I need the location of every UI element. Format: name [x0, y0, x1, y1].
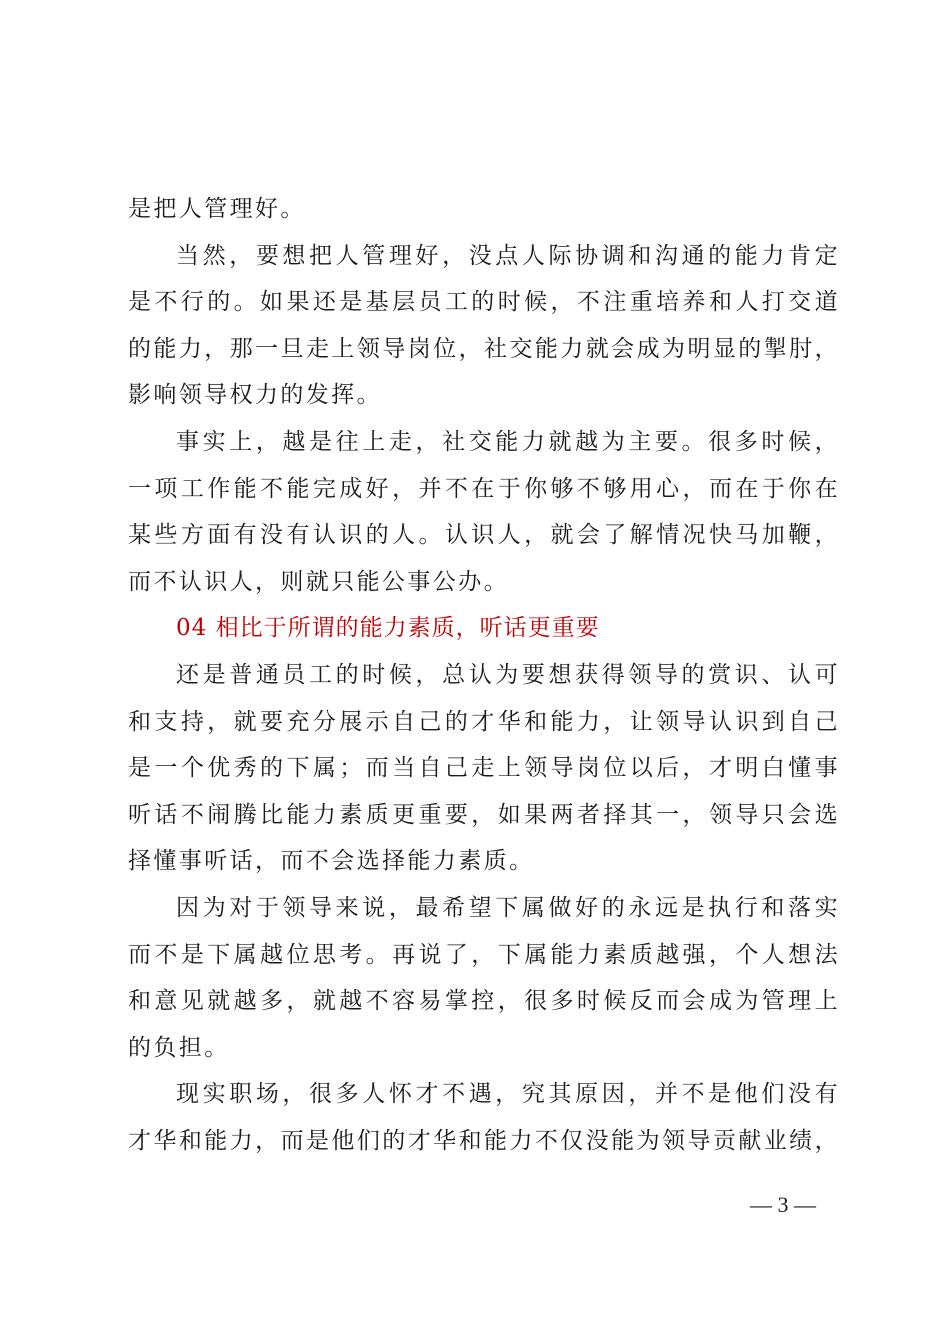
- text-line: 一项工作能不能完成好，并不在于你够不够用心，而在于你在: [128, 475, 840, 502]
- text-line: 才华和能力，而是他们的才华和能力不仅没能为领导贡献业绩，: [128, 1127, 840, 1154]
- text-line: 事实上，越是往上走，社交能力就越为主要。很多时候，: [176, 428, 840, 455]
- text-line: 的能力，那一旦走上领导岗位，社交能力就会成为明显的掣肘，: [128, 335, 840, 362]
- text-line: 而不是下属越位思考。再说了，下属能力素质越强，个人想法: [128, 941, 840, 968]
- section-heading: 04 相比于所谓的能力素质，听话更重要: [176, 615, 600, 642]
- text-line: 和支持，就要充分展示自己的才华和能力，让领导认识到自己: [128, 708, 840, 735]
- document-body: [128, 186, 840, 1164]
- text-line: 是不行的。如果还是基层员工的时候，不注重培养和人打交道: [128, 289, 840, 316]
- text-line: 是把人管理好。: [128, 196, 306, 222]
- text-line: 影响领导权力的发挥。: [128, 382, 382, 409]
- text-line: 而不认识人，则就只能公事公办。: [128, 568, 509, 595]
- text-line: 当然，要想把人管理好，没点人际协调和沟通的能力肯定: [176, 242, 840, 269]
- text-line: 现实职场，很多人怀才不遇，究其原因，并不是他们没有: [176, 1081, 840, 1108]
- text-line: 和意见就越多，就越不容易掌控，很多时候反而会成为管理上: [128, 988, 840, 1015]
- text-line: 的负担。: [128, 1034, 230, 1061]
- page-number: — 3 —: [750, 1192, 816, 1217]
- text-line: 听话不闹腾比能力素质更重要，如果两者择其一，领导只会选: [128, 801, 840, 828]
- text-line: 还是普通员工的时候，总认为要想获得领导的赏识、认可: [176, 661, 840, 688]
- text-line: 择懂事听话，而不会选择能力素质。: [128, 848, 535, 875]
- text-line: 因为对于领导来说，最希望下属做好的永远是执行和落实: [176, 894, 840, 921]
- text-line: 某些方面有没有认识的人。认识人，就会了解情况快马加鞭，: [128, 522, 840, 549]
- text-line: 是一个优秀的下属；而当自己走上领导岗位以后，才明白懂事: [128, 755, 840, 782]
